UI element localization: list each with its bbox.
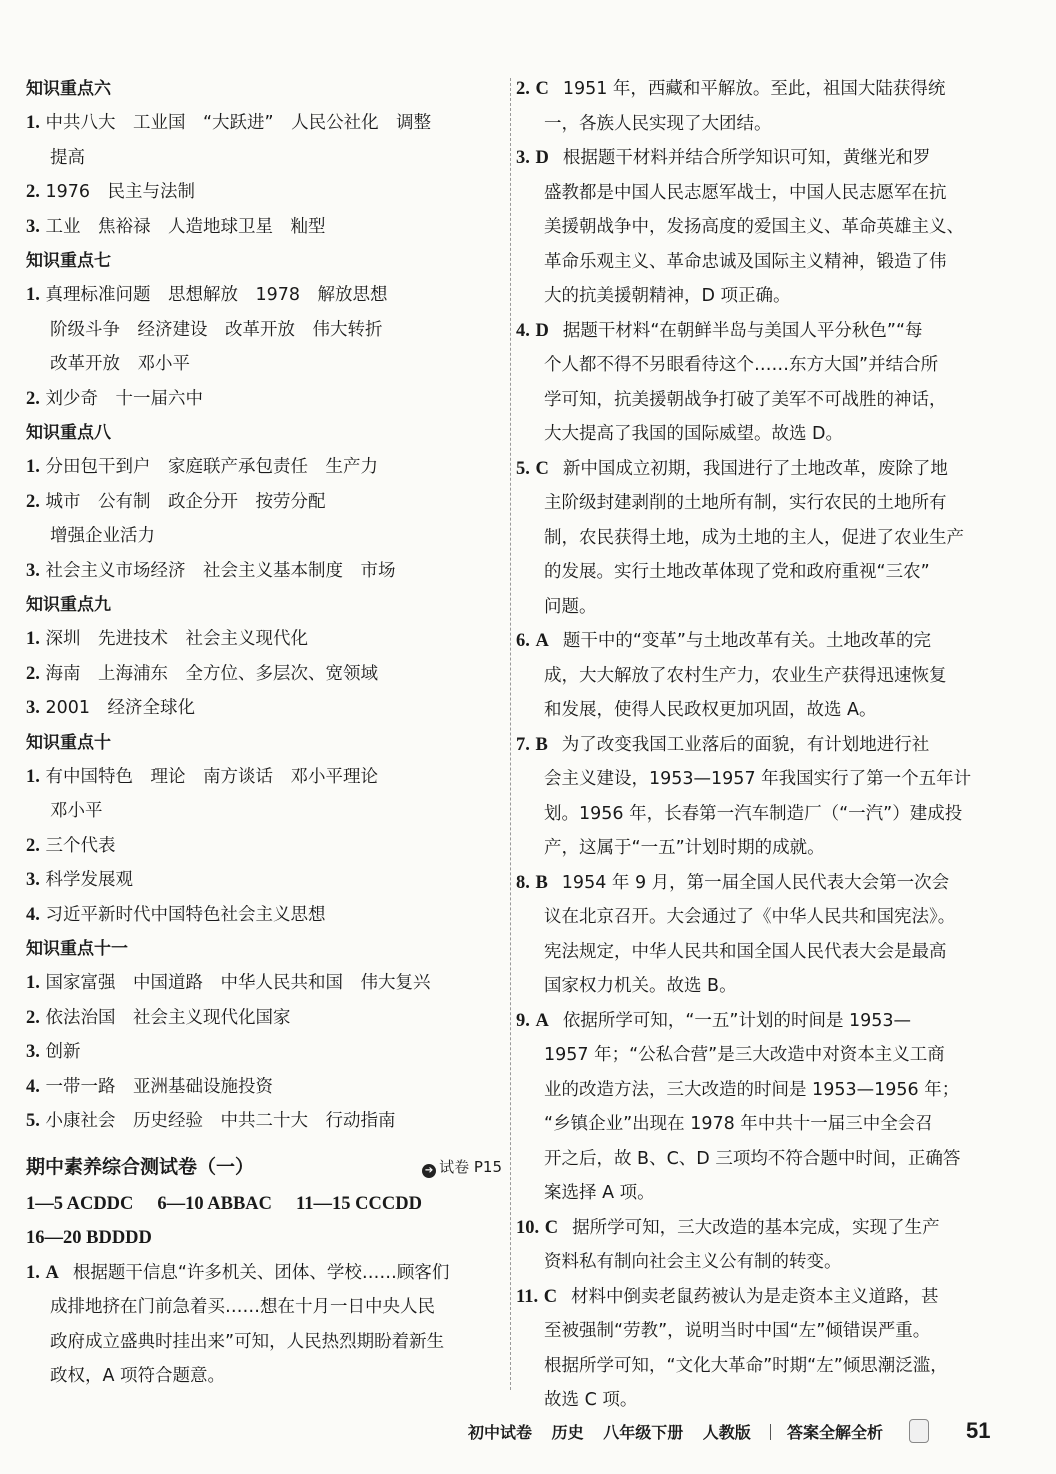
explanation-line: 和发展，使得人民政权更加巩固，故选 A。: [544, 700, 877, 720]
list-item: 1. 真理标准问题 思想解放 1978 解放思想: [26, 285, 388, 305]
right-column: [516, 72, 992, 1418]
question-explanation: 11. C 材料中倒卖老鼠药被认为是走资本主义道路，甚: [516, 1286, 939, 1307]
explanation-line: 主阶级封建剥削的土地所有制，实行农民的土地所有: [544, 493, 947, 513]
footer-subject: 历史: [551, 1423, 584, 1442]
explanation-line: 议在北京召开。大会通过了《中华人民共和国宪法》。: [544, 907, 956, 927]
explanation-line: 1957 年；“公私合营”是三大改造中对资本主义工商: [544, 1045, 945, 1065]
list-item: 3. 2001 经济全球化: [26, 698, 195, 718]
list-item-continuation: 阶级斗争 经济建设 改革开放 伟大转折: [50, 319, 383, 340]
section-heading: 知识重点十: [26, 732, 111, 753]
list-item: 2. 刘少奇 十一届六中: [26, 388, 203, 409]
list-item: 5. 小康社会 历史经验 中共二十大 行动指南: [26, 1111, 396, 1131]
footer-series: 初中试卷: [468, 1423, 533, 1442]
explanation-line: 一，各族人民实现了大团结。: [544, 113, 772, 134]
list-item: 1. 分田包干到户 家庭联产承包责任 生产力: [26, 457, 378, 477]
explanation-line: 会主义建设，1953—1957 年我国实行了第一个五年计: [544, 769, 972, 789]
list-item: 1. 有中国特色 理论 南方谈话 邓小平理论: [26, 766, 378, 787]
list-item: 2. 三个代表: [26, 835, 116, 856]
explanation-line: 政府成立盛典时挂出来”可知，人民热烈期盼着新生: [50, 1331, 445, 1352]
mascot-icon: [909, 1419, 929, 1443]
answer-key-row: 1—5 ACDDC 6—10 ABBAC 11—15 CCCDD: [26, 1193, 422, 1214]
explanation-line: 学可知，抗美援朝战争打破了美军不可战胜的神话，: [544, 389, 947, 410]
question-explanation: 4. D 据题干材料“在朝鲜半岛与美国人平分秋色”“每: [516, 320, 923, 341]
explanation-line: 故选 C 项。: [544, 1390, 638, 1410]
list-item: 3. 科学发展观: [26, 870, 133, 890]
explanation-line: 划。1956 年，长春第一汽车制造厂（“一汽”）建成投: [544, 803, 963, 824]
arrow-right-icon: ➔: [422, 1164, 436, 1178]
explanation-line: 根据所学可知，“文化大革命”时期“左”倾思潮泛滥，: [544, 1355, 948, 1376]
page-footer: [468, 1418, 1028, 1448]
list-item: 3. 工业 焦裕禄 人造地球卫星 籼型: [26, 216, 326, 237]
list-item: 2. 海南 上海浦东 全方位、多层次、宽领域: [26, 663, 378, 684]
column-divider: [510, 78, 511, 1390]
question-explanation: 3. D 根据题干材料并结合所学知识可知，黄继光和罗: [516, 148, 931, 168]
question-explanation: 6. A 题干中的“变革”与土地改革有关。土地改革的完: [516, 631, 931, 651]
explanation-line: 成排地挤在门前急着买……想在十月一日中央人民: [50, 1297, 435, 1317]
explanation-line: “乡镇企业”出现在 1978 年中共十一届三中全会召: [544, 1114, 933, 1134]
explanation-line: 业的改造方法，三大改造的时间是 1953—1956 年；: [544, 1079, 960, 1100]
section-heading: 知识重点九: [26, 595, 111, 615]
exam-reference: ➔ 试卷 P15: [422, 1147, 502, 1187]
explanation-line: 至被强制“劳教”，说明当时中国“左”倾错误严重。: [544, 1321, 931, 1341]
list-item: 3. 社会主义市场经济 社会主义基本制度 市场: [26, 560, 396, 581]
answer-key-row: 16—20 BDDDD: [26, 1228, 152, 1248]
explanation-line: 个人都不得不另眼看待这个……东方大国”并结合所: [544, 355, 939, 375]
explanation-line: 大大提高了我国的国际威望。故选 D。: [544, 424, 844, 444]
list-item: 4. 一带一路 亚洲基础设施投资: [26, 1076, 273, 1097]
explanation-line: 盛教都是中国人民志愿军战士，中国人民志愿军在抗: [544, 182, 947, 203]
explanation-line: 政权，A 项符合题意。: [50, 1366, 226, 1386]
question-explanation: 2. C 1951 年，西藏和平解放。至此，祖国大陆获得统: [516, 79, 946, 99]
explanation-line: 美援朝战争中，发扬高度的爱国主义、革命英雄主义、: [544, 217, 964, 237]
question-explanation: 9. A 依据所学可知，“一五”计划的时间是 1953—: [516, 1010, 912, 1031]
page-number: 51: [966, 1418, 991, 1443]
section-heading: 知识重点十一: [26, 939, 128, 959]
section-heading: 知识重点六: [26, 79, 111, 99]
list-item: 2. 城市 公有制 政企分开 按劳分配: [26, 491, 326, 512]
question-explanation: 8. B 1954 年 9 月，第一届全国人民代表大会第一次会: [516, 872, 950, 893]
list-item: 1. 中共八大 工业国 “大跃进” 人民公社化 调整: [26, 113, 432, 133]
list-item-continuation: 改革开放 邓小平: [50, 354, 190, 374]
question-explanation: 5. C 新中国成立初期，我国进行了土地改革，废除了地: [516, 458, 948, 479]
explanation-line: 案选择 A 项。: [544, 1183, 655, 1203]
list-item: 1. 深圳 先进技术 社会主义现代化: [26, 629, 308, 649]
list-item: 4. 习近平新时代中国特色社会主义思想: [26, 904, 326, 925]
list-item: 3. 创新: [26, 1042, 81, 1062]
explanation-line: 的发展。实行土地改革体现了党和政府重视“三农”: [544, 562, 930, 582]
list-item: 1. 国家富强 中国道路 中华人民共和国 伟大复兴: [26, 973, 431, 993]
list-item: 2. 依法治国 社会主义现代化国家: [26, 1007, 291, 1028]
list-item: 2. 1976 民主与法制: [26, 182, 195, 202]
footer-grade: 八年级下册: [603, 1423, 684, 1442]
explanation-line: 成，大大解放了农村生产力，农业生产获得迅速恢复: [544, 665, 947, 686]
list-item-continuation: 提高: [50, 147, 85, 168]
section-heading: 知识重点七: [26, 251, 111, 271]
question-explanation: 1. A 根据题干信息“许多机关、团体、学校……顾客们: [26, 1262, 450, 1283]
footer-separator: [770, 1424, 771, 1440]
explanation-line: 产，这属于“一五”计划时期的成就。: [544, 838, 825, 858]
question-explanation: 7. B 为了改变我国工业落后的面貌，有计划地进行社: [516, 734, 930, 755]
explanation-line: 开之后，故 B、C、D 三项均不符合题中时间，正确答: [544, 1148, 961, 1169]
explanation-line: 大的抗美援朝精神，D 项正确。: [544, 286, 791, 306]
explanation-line: 国家权力机关。故选 B。: [544, 976, 737, 996]
list-item-continuation: 邓小平: [50, 801, 103, 821]
explanation-line: 制，农民获得土地，成为土地的主人，促进了农业生产: [544, 527, 964, 548]
footer-book: 答案全解全析: [786, 1423, 883, 1442]
explanation-line: 问题。: [544, 596, 597, 617]
list-item-continuation: 增强企业活力: [50, 526, 155, 546]
explanation-line: 宪法规定，中华人民共和国全国人民代表大会是最高: [544, 941, 947, 962]
left-column: [26, 72, 504, 1394]
exam-title: 期中素养综合测试卷（一） ➔ 试卷 P15: [26, 1147, 504, 1187]
footer-edition: 人教版: [702, 1423, 751, 1442]
section-heading: 知识重点八: [26, 423, 111, 443]
explanation-line: 革命乐观主义、革命忠诚及国际主义精神，锻造了伟: [544, 251, 947, 272]
question-explanation: 10. C 据所学可知，三大改造的基本完成，实现了生产: [516, 1217, 940, 1238]
explanation-line: 资料私有制向社会主义公有制的转变。: [544, 1252, 842, 1272]
